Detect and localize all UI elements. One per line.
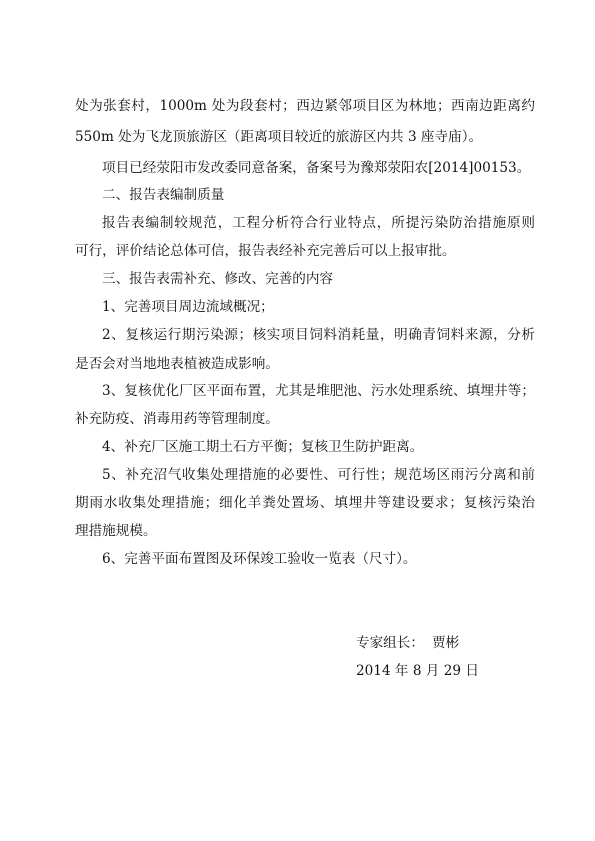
item-3-line-1: 3、复核优化厂区平面布置，尤其是堆肥池、污水处理系统、填埋井等； <box>102 383 535 399</box>
item-3-line-2: 补充防疫、消毒用药等管理制度。 <box>75 411 279 427</box>
signature-name: 贾彬 <box>432 635 460 651</box>
section-heading-3: 三、报告表需补充、修改、完善的内容 <box>102 271 334 287</box>
signature-label: 专家组长： <box>356 635 424 651</box>
item-4: 4、补充厂区施工期土石方平衡；复核卫生防护距离。 <box>102 439 424 455</box>
text-line-3: 项目已经荥阳市发改委同意备案，备案号为豫郑荥阳农[2014]00153。 <box>102 160 531 176</box>
item-5-line-1: 5、补充沼气收集处理措施的必要性、可行性；规范场区雨污分离和前 <box>102 467 535 483</box>
item-6: 6、完善平面布置图及环保竣工验收一览表（尺寸）。 <box>102 551 417 567</box>
text-line-5: 报告表编制较规范，工程分析符合行业特点，所提污染防治措施原则 <box>102 215 535 231</box>
item-5-line-3: 理措施规模。 <box>75 523 157 539</box>
item-5-line-2: 期雨水收集处理措施；细化羊粪处置场、填埋井等建设要求；复核污染治 <box>75 495 535 511</box>
item-1: 1、完善项目周边流域概况； <box>102 299 274 315</box>
text-line-6: 可行，评价结论总体可信，报告表经补充完善后可以上报审批。 <box>75 243 456 259</box>
section-heading-2: 二、报告表编制质量 <box>102 187 225 203</box>
item-2-line-2: 是否会对当地地表植被造成影响。 <box>75 356 279 372</box>
item-2-line-1: 2、复核运行期污染源；核实项目饲料消耗量，明确青饲料来源，分析 <box>102 327 535 343</box>
signature-date: 2014 年 8 月 29 日 <box>356 663 479 679</box>
text-line-2: 550m 处为飞龙顶旅游区（距离项目较近的旅游区内共 3 座寺庙）。 <box>75 129 483 145</box>
text-line-1: 处为张套村，1000m 处为段套村；西边紧邻项目区为林地；西南边距离约 <box>75 98 535 114</box>
